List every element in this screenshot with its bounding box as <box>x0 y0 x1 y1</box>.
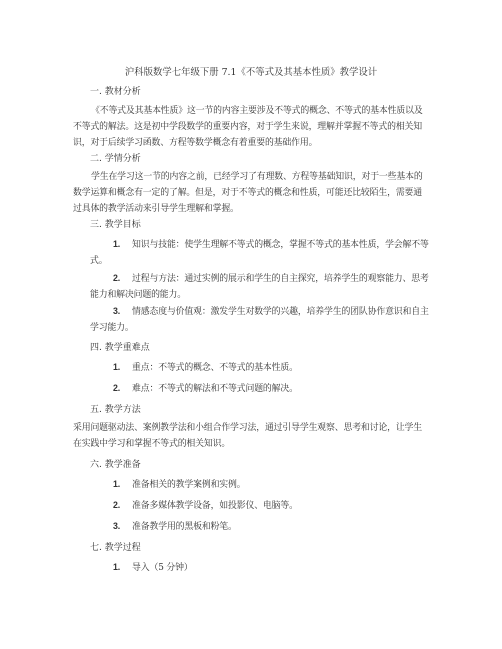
list-item <box>90 380 430 397</box>
section-body-textbook-analysis: 《不等式及其基本性质》这一节的内容主要涉及不等式的概念、不等式的基本性质以及不等式的解法。这是初中学段数学的重要内容，对于学生来说，理解并掌握不等式的相关知识，对于后续学习函数、方程等数学概念有着重要的基础作用。 <box>73 106 423 148</box>
list-item-text: 准备相关的教学案例和实例。 <box>132 480 246 490</box>
list-item-text: 过程与方法：通过实例的展示和学生的自主探究，培养学生的观察能力、思考能力和解决问题的能力。 <box>90 274 429 300</box>
section-heading-teaching-objectives: 三. 教学目标 <box>90 220 141 230</box>
list-item-number: 1. <box>113 362 121 372</box>
list-item-number: 2. <box>113 383 121 393</box>
section-heading-key-points: 四. 教学重难点 <box>90 343 150 353</box>
list-item-text: 情感态度与价值观：激发学生对数学的兴趣，培养学生的团队协作意识和自主学习能力。 <box>90 307 429 333</box>
list-item-number: 3. <box>113 306 121 316</box>
list-item-number: 3. <box>113 521 121 531</box>
list-item-number: 1. <box>113 239 121 249</box>
list-item-number: 1. <box>113 479 121 489</box>
list-item-text: 难点：不等式的解法和不等式问题的解决。 <box>132 384 298 394</box>
list-item <box>90 518 430 535</box>
list-item-number: 2. <box>113 500 121 510</box>
list-item-text: 导入（5 分钟） <box>132 563 193 573</box>
section-heading-teaching-preparation: 六. 教学准备 <box>90 460 141 470</box>
list-item-text: 准备多媒体教学设备，如投影仪、电脑等。 <box>132 501 298 511</box>
list-item-number: 1. <box>113 562 121 572</box>
list-item <box>90 236 430 269</box>
list-item-number: 2. <box>113 273 121 283</box>
section-heading-student-analysis: 二. 学情分析 <box>90 154 141 164</box>
list-item <box>90 359 430 376</box>
list-item-text: 准备教学用的黑板和粉笔。 <box>132 522 237 532</box>
section-heading-teaching-methods: 五. 教学方法 <box>90 405 141 415</box>
list-item-text: 知识与技能：使学生理解不等式的概念，掌握不等式的基本性质，学会解不等式。 <box>90 240 429 266</box>
section-body-teaching-methods: 采用问题驱动法、案例教学法和小组合作学习法，通过引导学生观察、思考和讨论，让学生在实践中学习和掌握不等式的相关知识。 <box>73 423 422 449</box>
list-item <box>90 497 430 514</box>
list-item <box>90 559 430 576</box>
list-item <box>90 270 430 303</box>
list-item <box>90 303 430 336</box>
section-body-student-analysis: 学生在学习这一节的内容之前，已经学习了有理数、方程等基础知识，对于一些基本的数学运算和概念有一定的了解。但是，对于不等式的概念和性质，可能还比较陌生，需要通过具体的教学活动来引导学生理解和掌握。 <box>73 172 423 214</box>
list-item-text: 重点：不等式的概念、不等式的基本性质。 <box>132 363 298 373</box>
document-title: 沪科版数学七年级下册 7.1《不等式及其基本性质》教学设计 <box>124 67 378 78</box>
list-item <box>90 476 430 493</box>
section-heading-teaching-process: 七. 教学过程 <box>90 543 141 553</box>
section-heading-textbook-analysis: 一. 教材分析 <box>90 87 141 97</box>
